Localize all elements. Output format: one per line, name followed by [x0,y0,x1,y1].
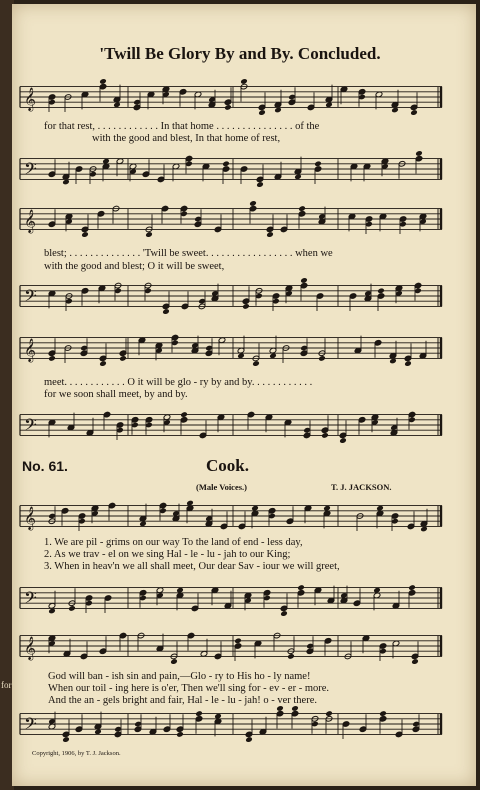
note-head [162,308,170,315]
system-5-treble [18,624,444,668]
clef: 𝄞 [24,337,36,362]
verse-a-line-2: 2. As we trav - el on we sing Hal - le - lu - jah to our King; [44,549,291,560]
note-head [318,355,326,362]
verse-b-line-2: When our toil - ing here is o'er, Then we'll sing for - ev - er - more. [48,683,330,694]
note-head [81,231,89,238]
note-head [300,277,308,284]
note-head [258,109,266,116]
note-head [170,658,178,665]
staff-svg [18,275,444,317]
clef: 𝄞 [24,86,36,111]
hymn-number: No. 61. [22,458,68,474]
note-head [314,161,322,168]
note-head [145,231,153,238]
note-head [280,610,288,617]
note-head [298,205,306,212]
note-head [242,303,250,310]
clef: 𝄢 [24,414,37,439]
composer-credit: T. J. JACKSON. [331,482,392,492]
system-1-lyric-upper: for that rest, . . . . . . . . . . . . In that home . . . . . . . . . . . . . . . of the [44,121,320,132]
note-head [291,705,299,712]
staff-svg [18,576,444,620]
system-2-lyric-upper: blest; . . . . . . . . . . . . . . 'Twill be sweet. . . . . . . . . . . . . . . . . when we [44,248,333,259]
note-head [276,705,284,712]
system-2-lyric-lower: with the good and blest; O it will be sweet, [44,261,225,272]
note-head [410,109,418,116]
page-title: 'Twill Be Glory By and By. Concluded. [99,44,381,63]
verse-a-line-1: 1. We are pil - grims on our way To the land of end - less day, [44,537,303,548]
clef: 𝄢 [24,587,37,612]
system-3-lyric-lower: for we soon shall meet, by and by. [44,389,188,400]
voices-note: (Male Voices.) [196,482,247,492]
note-head [240,78,248,85]
note-head [245,736,253,743]
note-head [234,638,242,645]
hymn-title: Cook. [206,456,249,475]
staff-svg [18,402,444,448]
margin-fragment: for [1,680,12,690]
system-4-bass [18,576,444,620]
clef: 𝄢 [24,158,37,183]
clef: 𝄞 [24,635,36,660]
system-5-bass [18,704,444,744]
note-head [222,161,230,168]
verse-b-line-3: And the an - gels bright and fair, Hal - le - lu - jah! o - ver there. [48,695,317,706]
system-2-bass [18,275,444,317]
staff-svg [18,322,444,374]
clef: 𝄞 [24,208,36,233]
note-head [68,605,76,612]
note-head [99,360,107,367]
note-head [252,360,260,367]
copyright-line: Copyright, 1906, by T. J. Jackson. [32,750,121,757]
system-4-treble [18,496,444,536]
note-head [411,658,419,665]
system-3-treble [18,322,444,374]
system-3-bass [18,402,444,448]
note-head [176,731,184,738]
note-head [62,736,70,743]
note-head [404,360,412,367]
note-head [408,584,416,591]
note-head [195,710,203,717]
staff-svg [18,72,444,122]
note-head [256,181,264,188]
staff-svg [18,704,444,744]
system-1-lyric-lower: with the good and blest, In that home of rest, [92,133,281,144]
note-head [287,653,295,660]
note-head [321,432,329,439]
clef: 𝄞 [24,505,36,530]
note-head [415,150,423,157]
system-2-treble [18,192,444,246]
verse-b-line-1: God will ban - ish sin and pain,—Glo - ry to His ho - ly name! [48,671,311,682]
system-1-treble [18,72,444,122]
note-head [119,355,127,362]
verse-a-line-3: 3. When in heav'n we all shall meet, Our dear Sav - iour we will greet, [44,561,340,572]
staff-svg [18,192,444,246]
note-head [48,355,56,362]
note-head [266,231,274,238]
staff-svg [18,624,444,668]
note-head [297,584,305,591]
note-head [180,411,188,418]
note-head [249,200,257,207]
note-head [339,437,347,444]
note-head [325,710,333,717]
staff-svg [18,148,444,190]
note-head [224,104,232,111]
staff-svg [18,496,444,536]
system-1-bass [18,148,444,190]
note-head [379,710,387,717]
system-3-lyric-upper: meet. . . . . . . . . . . . O it will be glo - ry by and by. . . . . . . . . . . . [44,377,313,388]
note-head [99,78,107,85]
clef: 𝄢 [24,285,37,310]
note-head [377,288,385,295]
clef: 𝄢 [24,713,37,738]
